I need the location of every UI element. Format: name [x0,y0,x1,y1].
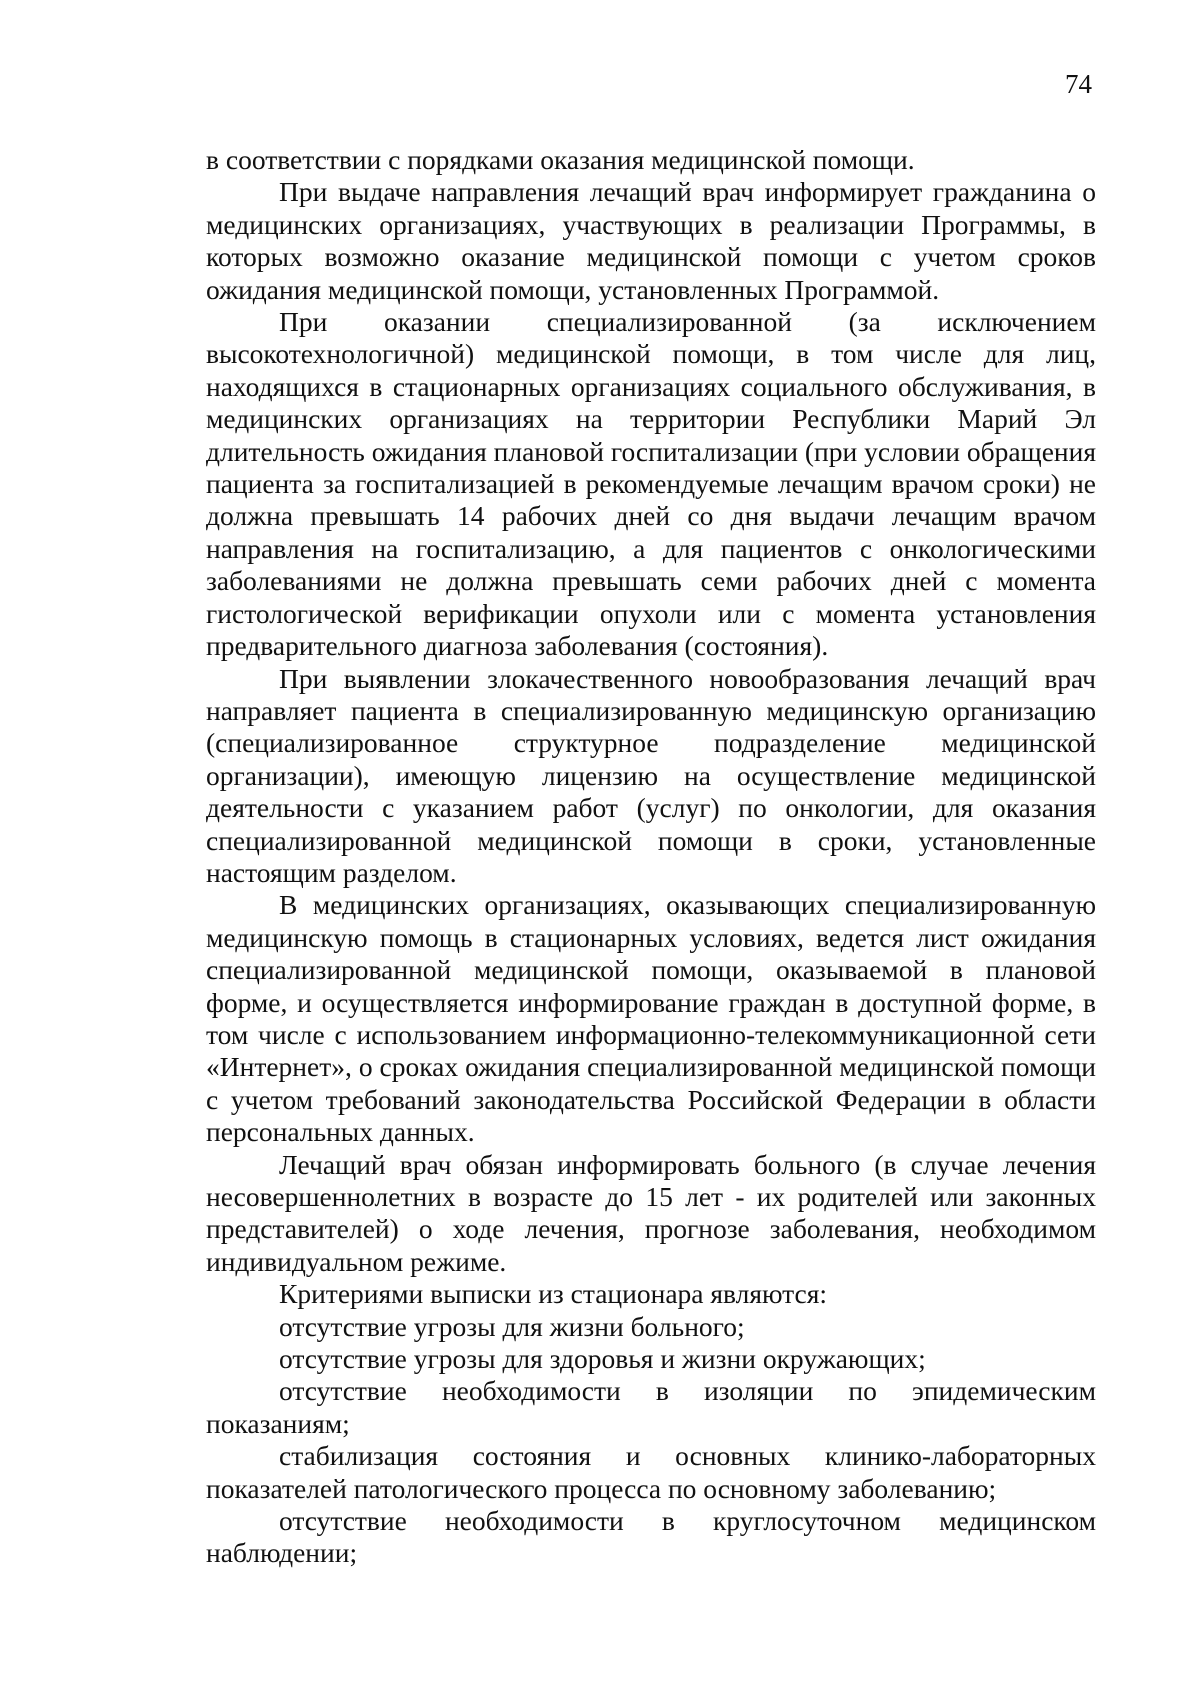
list-item: отсутствие необходимости в круглосуточном медицинском наблюдении; [206,1505,1096,1569]
document-body [206,144,1096,1570]
list-item: отсутствие угрозы для жизни больного; [279,1310,745,1342]
paragraph: При оказании специализированной (за исключением высокотехнологичной) медицинской помощи, в том числе для лиц, находящихся в стационарных организациях социального обслуживания, в медицинских организациях на территории Республики Марий Эл длительность ожидания плановой госпитализации (при условии обращения пациента за госпитализацией в рекомендуемые лечащим врачом сроки) не должна превышать 14 рабочих дней со дня выдачи лечащим врачом направления на госпитализацию, а для пациентов с онкологическими заболеваниями не должна превышать семи рабочих дней с момента гистологической верификации опухоли или с момента установления предварительного диагноза заболевания (состояния). [206,306,1097,662]
paragraph: При выдаче направления лечащий врач информирует гражданина о медицинских организациях, участвующих в реализации Программы, в которых возможно оказание медицинской помощи с учетом сроков ожидания медицинской помощи, установленных Программой. [206,176,1096,305]
list-item: отсутствие угрозы для здоровья и жизни окружающих; [279,1343,926,1375]
paragraph: в соответствии с порядками оказания медицинской помощи. [206,144,915,175]
page-number: 74 [1065,69,1092,99]
paragraph: Критериями выписки из стационара являются: [279,1278,828,1310]
list-item: отсутствие необходимости в изоляции по эпидемическим показаниям; [206,1375,1096,1439]
paragraph: При выявлении злокачественного новообразования лечащий врач направляет пациента в специализированную медицинскую организацию (специализированное структурное подразделение медицинской организации), имеющую лицензию на осуществление медицинской деятельности с указанием работ (услуг) по онкологии, для оказания специализированной медицинской помощи в сроки, установленные настоящим разделом. [206,662,1096,888]
paragraph: В медицинских организациях, оказывающих специализированную медицинскую помощь в стационарных условиях, ведется лист ожидания специализированной медицинской помощи, оказываемой в плановой форме, и осуществляется информирование граждан в доступной форме, в том числе с использованием информационно-телекоммуникационной сети «Интернет», о сроках ожидания специализированной медицинской помощи с учетом требований законодательства Российской Федерации в области персональных данных. [206,889,1096,1148]
paragraph: Лечащий врач обязан информировать больного (в случае лечения несовершеннолетних в возрасте до 15 лет - их родителей или законных представителей) о ходе лечения, прогнозе заболевания, необходимом индивидуальном режиме. [206,1148,1096,1277]
list-item: стабилизация состояния и основных клинико-лабораторных показателей патологического процесса по основному заболеванию; [206,1440,1096,1504]
